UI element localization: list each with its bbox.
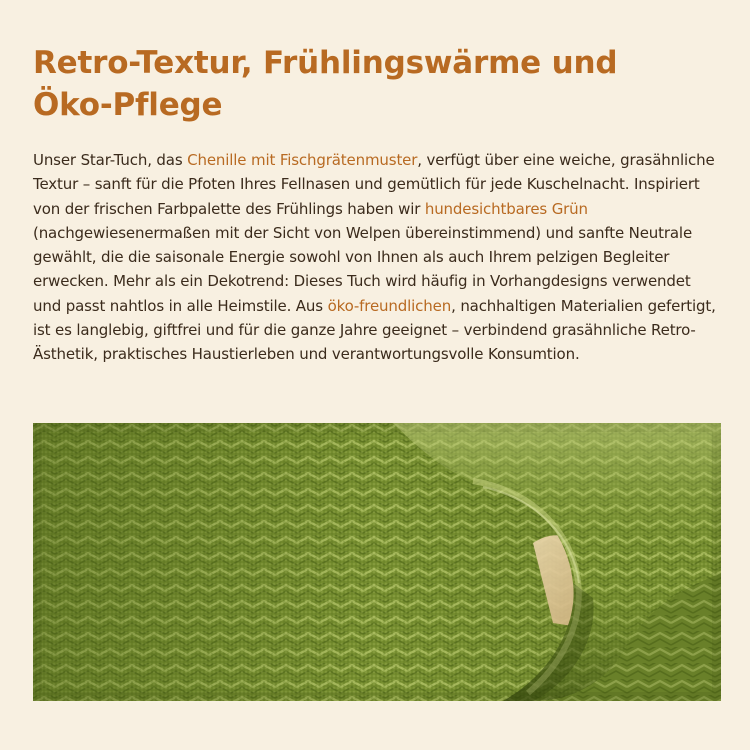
paragraph-text-1: Unser Star-Tuch, das [33, 151, 188, 169]
paragraph-text-4: , nachhaltigen Materialien gefertigt, ist es langlebig, giftfrei und für die ganze Jahre geeignet – verbindend grasähnliche Retro-Ästhetik, praktisches Haustierleben und verantwortungsvolle Konsumtion. [33, 296, 716, 364]
description-paragraph [33, 148, 723, 367]
fabric-illustration [33, 423, 721, 701]
title-line-2: Öko-Pflege [33, 87, 223, 123]
highlight-chenille: Chenille mit Fischgrätenmuster [187, 151, 418, 169]
fabric-photo [33, 423, 721, 701]
title-line-1: Retro-Textur, Frühlingswärme und [33, 45, 618, 81]
paragraph-text-3: (nachgewiesenermaßen mit der Sicht von Welpen übereinstimmend) und sanfte Neutrale gewählt, die die saisonale Energie sowohl von Ihnen als auch Ihrem pelzigen Begleiter erwecken. Mehr als ein Dekotrend: Dieses Tuch wird häufig in Vorhangdesigns verwendet und passt nahtlos in alle Heimstile. Aus [33, 223, 693, 315]
paragraph-text-2: , verfügt über eine weiche, grasähnliche Textur – sanft für die Pfoten Ihres Fellnasen und gemütlich für jede Kuschelnacht. Inspiriert von der frischen Farbpalette des Frühlings haben wir [33, 151, 715, 218]
page-title [33, 42, 723, 126]
highlight-green: hundesichtbares Grün [424, 199, 588, 218]
highlight-eco: öko-freundlichen [327, 296, 452, 315]
